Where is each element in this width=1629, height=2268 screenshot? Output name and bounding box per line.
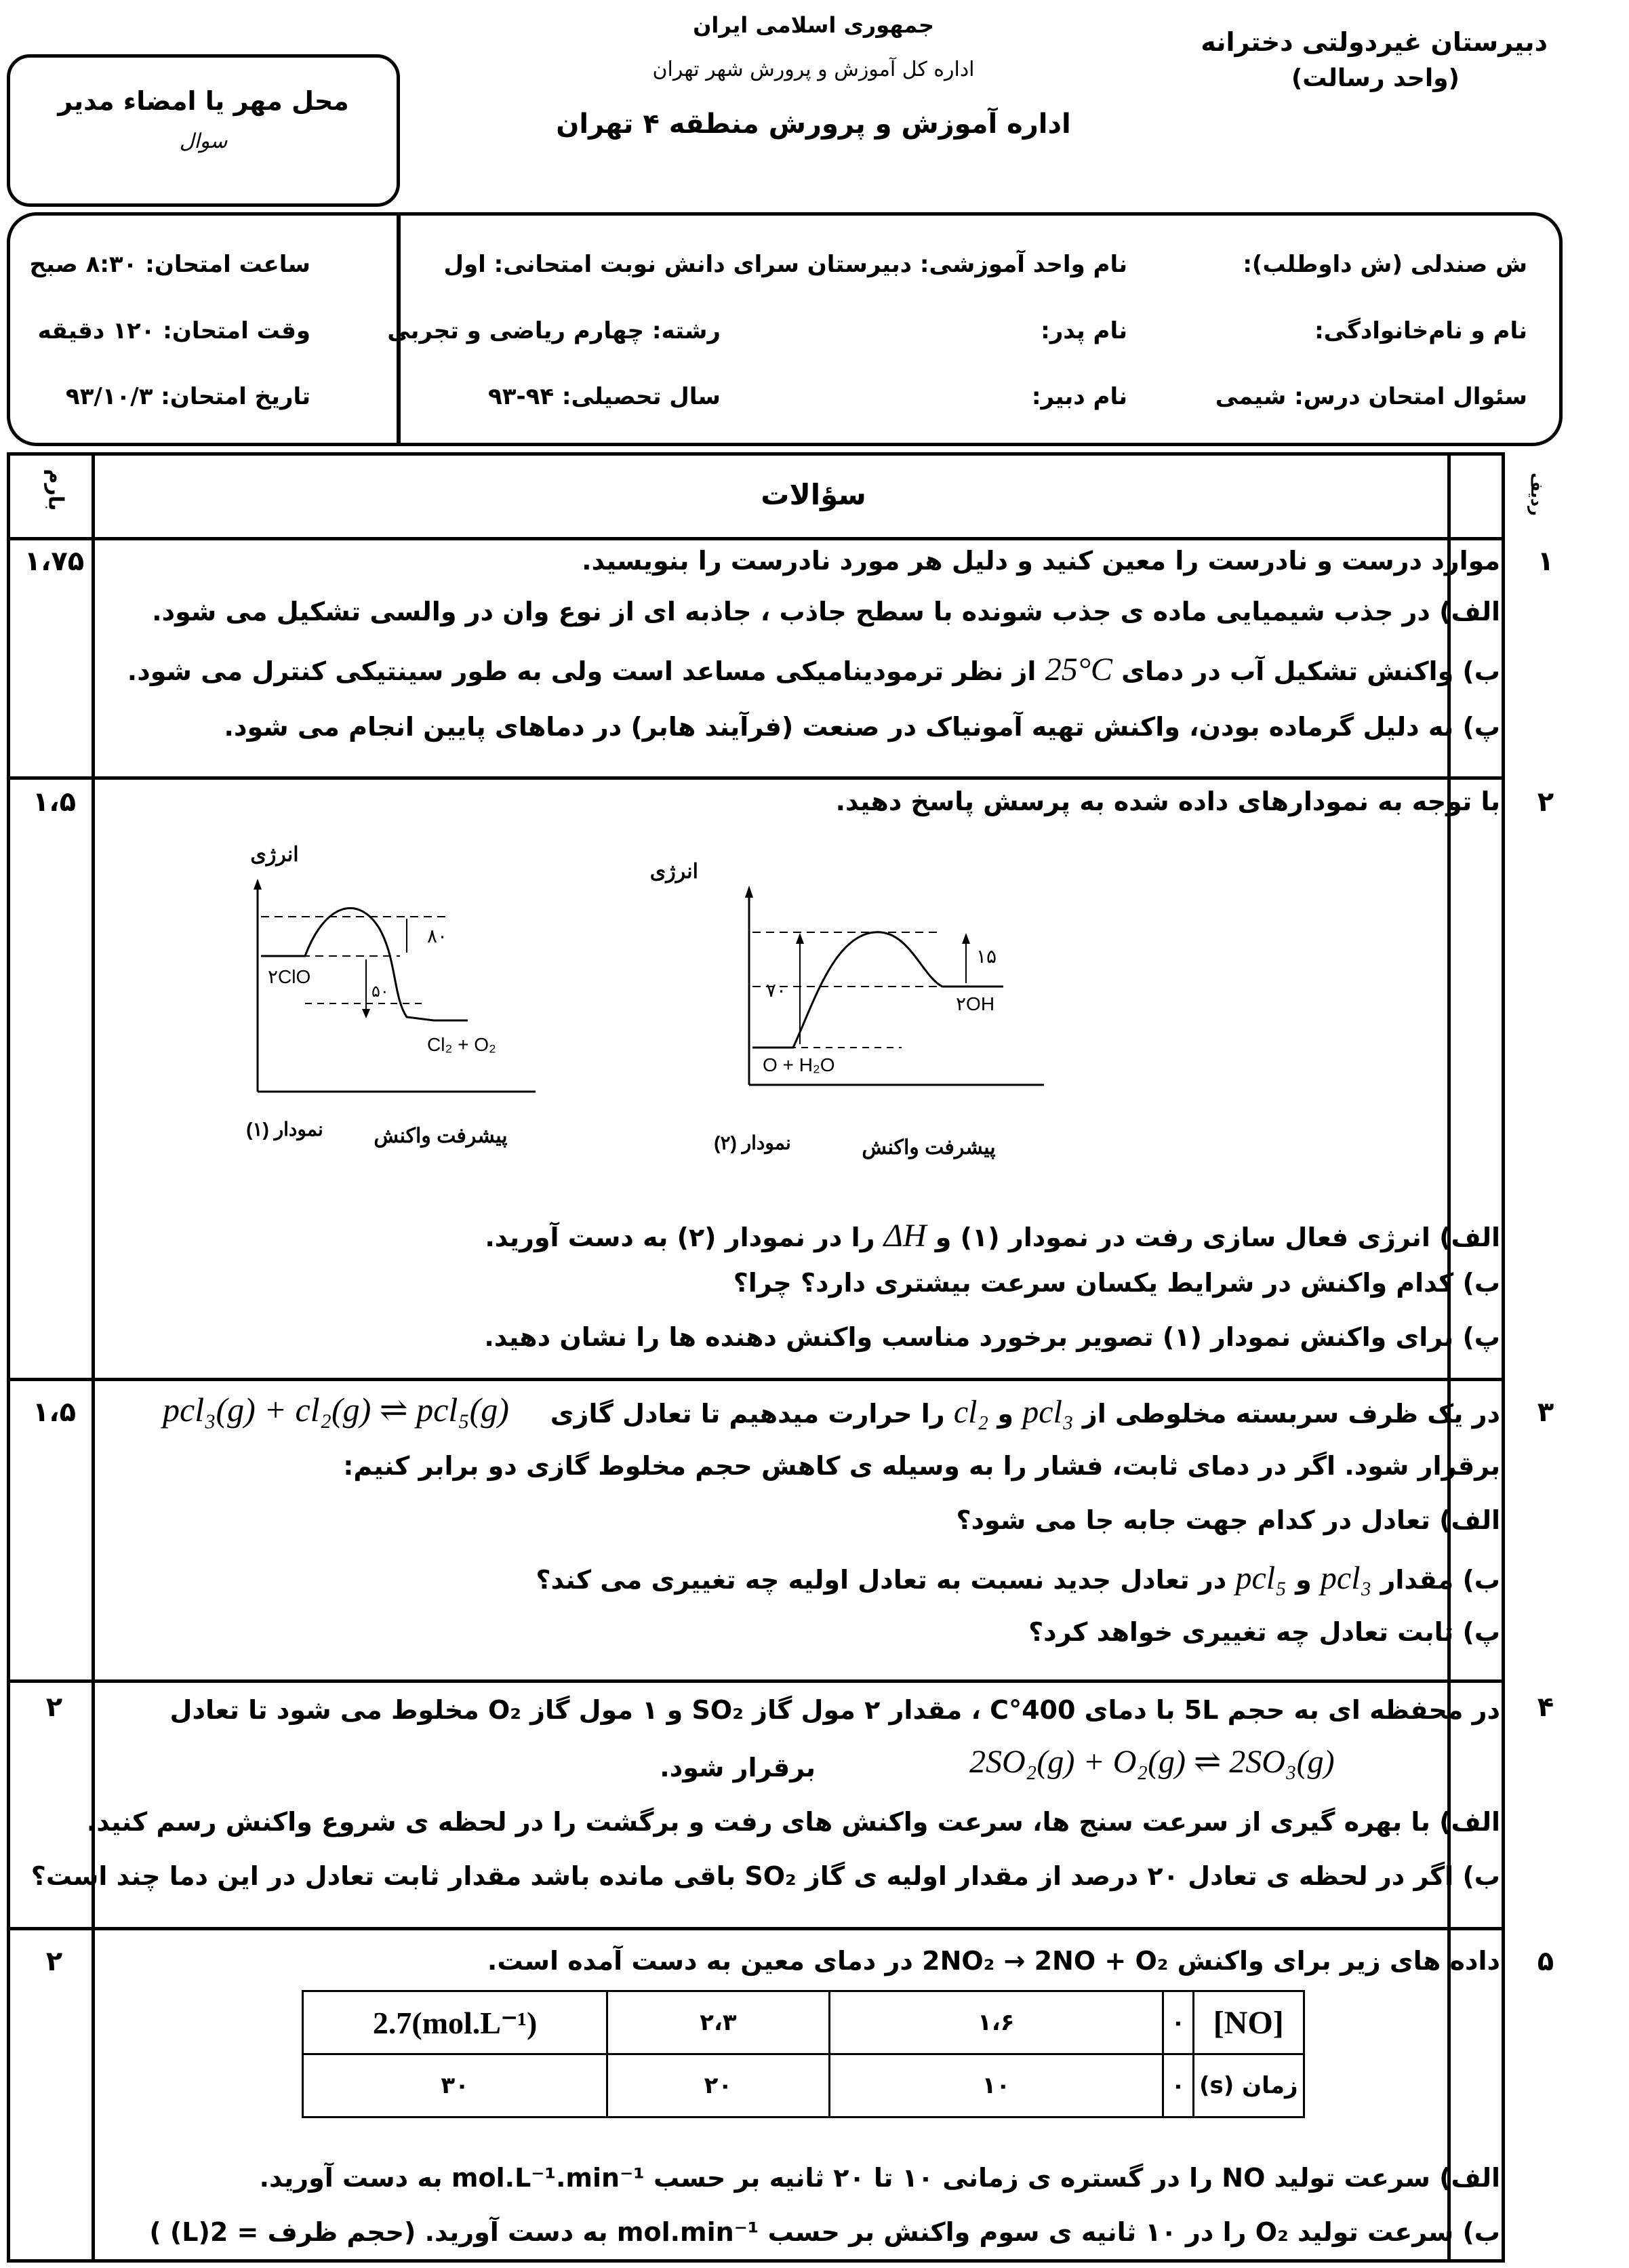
q4-divider — [10, 1927, 1502, 1930]
row-column-header: ردیف — [1527, 473, 1546, 516]
q3-b-species-2: pcl₅ — [1235, 1560, 1287, 1596]
q1-divider — [10, 776, 1502, 780]
exam-time-label: ساعت امتحان: ۸:۳۰ صبح — [29, 251, 310, 278]
q5-score: ۲ — [45, 1946, 63, 1977]
q3-divider — [10, 1679, 1502, 1683]
q4-equation: 2SO₂(g) + O₂(g) ⇌ 2SO₃(g) — [969, 1744, 1335, 1780]
exam-date-label: تاریخ امتحان: ۹۳/۱۰/۳ — [65, 383, 310, 410]
q2-divider — [10, 1378, 1502, 1381]
q3-b-mid: و — [1295, 1565, 1312, 1595]
score-column-divider — [92, 456, 95, 2263]
q1-b-post: از نظر ترمودینامیکی مساعد است ولی به طور سینتیکی کنترل می شود. — [127, 656, 1037, 686]
table-cell: ۳۰ — [303, 2054, 607, 2117]
table-cell: ۰ — [1163, 2054, 1193, 2117]
q3-score: ۱،۵ — [32, 1397, 77, 1428]
q3-species-1: pcl₃ — [1022, 1394, 1074, 1430]
q2-part-a — [485, 1217, 1500, 1254]
graph-2-ylabel: انرژی — [649, 860, 698, 883]
q5-data-table — [302, 1990, 1305, 2118]
q5-line-1: داده های زیر برای واکنش 2NO₂ → 2NO + O₂ در دمای معین به دست آمده است. — [487, 1946, 1500, 1976]
q3-l1-pre: در یک ظرف سربسته مخلوطی از — [1082, 1399, 1500, 1429]
region-office: اداره آموزش و پرورش منطقه ۴ تهران — [556, 108, 1071, 140]
graph-2-product: ۲OH — [956, 993, 995, 1014]
subject-label: سئوال امتحان درس: شیمی — [1215, 383, 1527, 410]
q3-line-1 — [550, 1393, 1500, 1431]
table-cell: ۲۰ — [607, 2054, 829, 2117]
table-cell: ۲،۳ — [607, 1991, 829, 2054]
table-cell: زمان (s) — [1193, 2054, 1304, 2117]
q2-a-symbol: ΔH — [883, 1218, 927, 1254]
q1-number: ۱ — [1537, 546, 1554, 577]
q3-part-c: پ) ثابت تعادل چه تغییری خواهد کرد؟ — [1028, 1617, 1500, 1647]
q3-b-post: در تعادل جدید نسبت به تعادل اولیه چه تغییری می کند؟ — [536, 1565, 1227, 1595]
q2-part-c: پ) برای واکنش نمودار (۱) تصویر برخورد مناسب واکنش دهنده ها را نشان دهید. — [484, 1322, 1500, 1352]
energy-graph-2 — [649, 841, 1078, 1193]
father-name-label: نام پدر: — [1041, 317, 1127, 344]
questions-column-header: سؤالات — [761, 478, 866, 511]
graph-2-xlabel: پیشرفت واکنش — [862, 1136, 996, 1159]
q3-number: ۳ — [1537, 1397, 1554, 1428]
graph-1-svg — [224, 834, 603, 1187]
q1-score: ۱،۷۵ — [24, 546, 85, 577]
q2-part-b: ب) کدام واکنش در شرایط یکسان سرعت بیشتری دارد؟ چرا؟ — [733, 1268, 1500, 1298]
q4-line-2: برقرار شود. — [660, 1753, 816, 1783]
q4-line-1: در محفظه ای به حجم 5L با دمای 400°C ، مقدار ۲ مول گاز SO₂ و ۱ مول گاز O₂ مخلوط می شود تا تعادل — [169, 1695, 1500, 1725]
stamp-title: محل مهر یا امضاء مدیر — [58, 86, 349, 116]
q3-part-b — [536, 1559, 1500, 1597]
q3-b-species-1: pcl₃ — [1320, 1560, 1372, 1596]
graph-1-ylabel: انرژی — [250, 843, 299, 866]
q4-part-a: الف) با بهره گیری از سرعت سنج ها، سرعت واکنش های رفت و برگشت را در لحظه ی شروع واکنش رسم کنید. — [86, 1807, 1500, 1837]
q5-part-b: ب) سرعت تولید O₂ را در ۱۰ ثانیه ی سوم واکنش بر حسب mol.min⁻¹ به دست آورید. (حجم ظرف = 2(L) ) — [149, 2217, 1500, 2247]
table-cell: 2.7(mol.L⁻¹) — [303, 1991, 607, 2054]
graph-1-ea: ۸۰ — [427, 926, 448, 947]
q4-score: ۲ — [45, 1692, 63, 1723]
table-cell: ۱،۶ — [829, 1991, 1163, 2054]
q1-part-c: پ) به دلیل گرماده بودن، واکنش تهیه آمونیاک در صنعت (فرآیند هابر) در دماهای پایین انجام می شود. — [224, 712, 1500, 742]
graph-2-reactant: O + H₂O — [763, 1054, 835, 1075]
full-name-label: نام و نام‌خانوادگی: — [1314, 317, 1527, 344]
q3-line-2: برقرار شود. اگر در دمای ثابت، فشار را به وسیله ی کاهش حجم مخلوط گازی دو برابر کنیم: — [343, 1451, 1500, 1481]
energy-graph-1 — [224, 834, 603, 1187]
q4-part-b: ب) اگر در لحظه ی تعادل ۲۰ درصد از مقدار اولیه ی گاز SO₂ باقی مانده باشد مقدار ثابت تعادل در این دما چند است؟ — [31, 1861, 1500, 1891]
q3-species-2: cl₂ — [953, 1394, 989, 1430]
q2-score: ۱،۵ — [32, 787, 77, 818]
q1-part-a: الف) در جذب شیمیایی ماده ی جذب شونده با سطح جاذب ، جاذبه ای از نوع وان در والسی تشکیل می شود. — [152, 597, 1500, 626]
stamp-box — [7, 54, 400, 207]
q5-number: ۵ — [1537, 1946, 1554, 1977]
q3-l1-mid: و — [997, 1399, 1014, 1429]
q3-l1-post: را حرارت میدهیم تا تعادل گازی — [550, 1399, 945, 1429]
q2-number: ۲ — [1537, 787, 1554, 818]
graph-1-reactant: ۲ClO — [268, 966, 311, 987]
table-cell: ۰ — [1163, 1991, 1193, 2054]
year-label: سال تحصیلی: ۹۴-۹۳ — [487, 383, 721, 410]
q5-table-row-time — [303, 2054, 1304, 2117]
teacher-label: نام دبیر: — [1031, 383, 1127, 410]
q4-number: ۴ — [1537, 1692, 1554, 1723]
q1-part-b — [127, 651, 1500, 688]
exam-duration-label: وقت امتحان: ۱۲۰ دقیقه — [37, 317, 310, 344]
header-row-divider — [10, 537, 1502, 540]
q3-equation: pcl₃(g) + cl₂(g) ⇌ pcl₅(g) — [163, 1391, 509, 1429]
school-name: دبیرستان غیردولتی دخترانه — [1201, 27, 1548, 57]
q5-table-row-concentration — [303, 1991, 1304, 2054]
republic-title: جمهوری اسلامی ایران — [693, 12, 934, 38]
general-office: اداره کل آموزش و پرورش شهر تهران — [652, 58, 975, 81]
graph-2-caption: نمودار (۲) — [714, 1132, 791, 1153]
graph-2-dh: ۱۵ — [976, 946, 997, 967]
stamp-subtitle: سوال — [179, 130, 228, 153]
unit-label: نام واحد آموزشی: دبیرستان سرای دانش نوبت امتحانی: اول — [443, 251, 1127, 278]
graph-2-svg — [649, 841, 1078, 1193]
score-column-header: بارم — [43, 469, 68, 511]
q3-part-a: الف) تعادل در کدام جهت جابه جا می شود؟ — [956, 1505, 1500, 1535]
graph-2-ea: ۷۰ — [766, 980, 787, 1001]
table-cell: [NO] — [1193, 1991, 1304, 2054]
table-cell: ۱۰ — [829, 2054, 1163, 2117]
graph-1-dh: ۵۰ — [371, 982, 389, 1001]
q5-part-a: الف) سرعت تولید NO را در گستره ی زمانی ۱۰ تا ۲۰ ثانیه بر حسب mol.L⁻¹.min⁻¹ به دست آورید. — [259, 2163, 1500, 2193]
q1-b-pre: ب) واکنش تشکیل آب در دمای — [1121, 656, 1500, 686]
school-unit: (واحد رسالت) — [1291, 64, 1460, 92]
q2-stem: با توجه به نمودارهای داده شده به پرسش پاسخ دهید. — [835, 787, 1500, 816]
q3-b-pre: ب) مقدار — [1380, 1565, 1500, 1595]
q1-stem: موارد درست و نادرست را معین کنید و دلیل هر مورد نادرست را بنویسید. — [582, 546, 1500, 576]
seat-number-label: ش صندلی (ش داوطلب): — [1243, 251, 1527, 278]
q1-b-temp: 25°C — [1045, 652, 1112, 688]
q2-a-post: را در نمودار (۲) به دست آورید. — [485, 1222, 875, 1252]
field-label: رشته: چهارم ریاضی و تجربی — [387, 317, 721, 344]
graph-1-product: Cl₂ + O₂ — [427, 1034, 496, 1055]
graph-1-xlabel: پیشرفت واکنش — [374, 1125, 508, 1147]
q2-a-pre: الف) انرژی فعال سازی رفت در نمودار (۱) و — [935, 1222, 1500, 1252]
graph-1-caption: نمودار (۱) — [246, 1119, 323, 1140]
